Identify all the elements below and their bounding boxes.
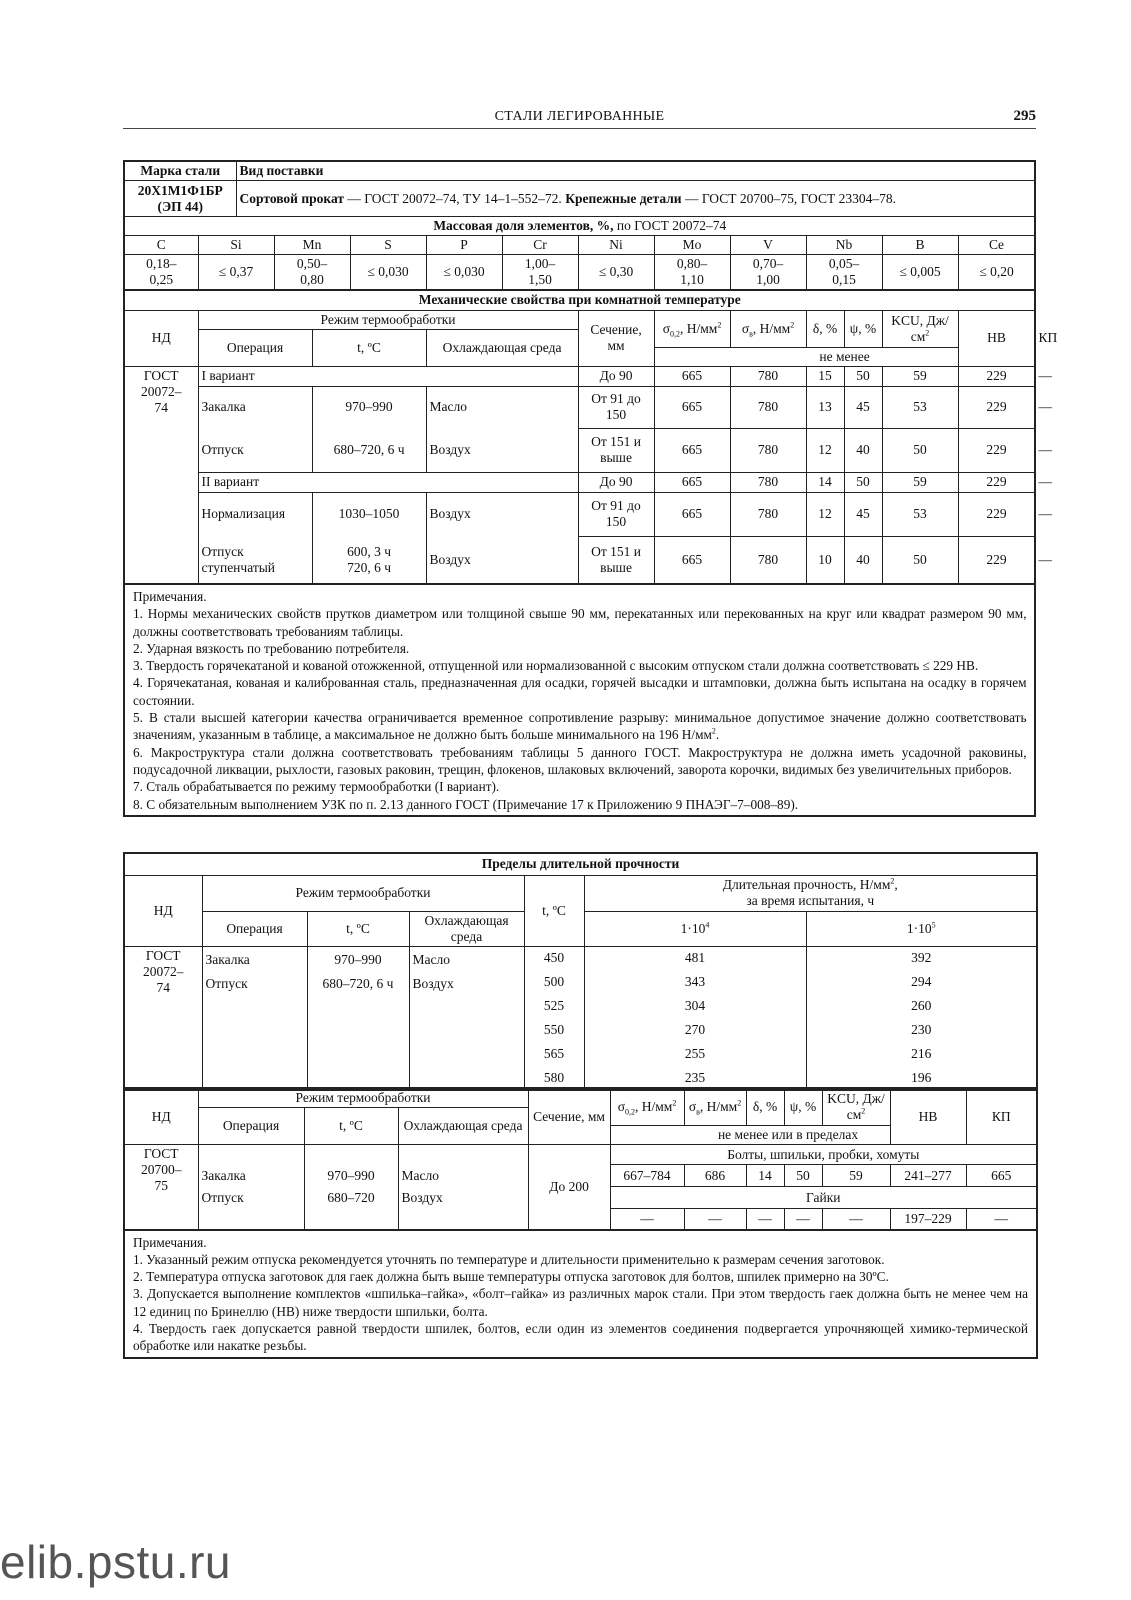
element-symbol: Mo bbox=[654, 236, 730, 255]
h-cooling: Охлаждающая среда bbox=[398, 1108, 528, 1145]
s02-value: 665 bbox=[654, 386, 730, 428]
sb-value: 780 bbox=[730, 366, 806, 386]
t-step-temper: 600, 3 ч 720, 6 ч bbox=[312, 536, 426, 584]
kcu-value: 59 bbox=[882, 366, 958, 386]
note-line: 2. Температура отпуска заготовок для гаек должна быть выше температуры отпуска заготовок для болтов, шпилек примерно на 30ºС. bbox=[133, 1269, 889, 1285]
psi-value: 40 bbox=[844, 428, 882, 472]
creep-table bbox=[123, 852, 1038, 1091]
h-s02: $\sigma_{0,2}$, $Н/мм^2$ bbox=[610, 1088, 684, 1126]
nut-value: 197–229 bbox=[890, 1209, 966, 1230]
supply-text: Сортовой прокат — ГОСТ 20072–74, ТУ 14–1–552–72. Крепежные детали — ГОСТ 20700–75, ГОСТ 23304–78. bbox=[236, 181, 1035, 217]
creep-1e4: 270 bbox=[584, 1018, 806, 1042]
element-value: 0,18– 0,25 bbox=[124, 255, 198, 291]
grade-label: Марка стали bbox=[124, 161, 236, 181]
h-hb: HB bbox=[958, 310, 1035, 366]
h-nd: НД bbox=[124, 1088, 198, 1145]
hb-value: 229 bbox=[958, 428, 1035, 472]
table-row bbox=[124, 181, 1035, 217]
t-normalize: 1030–1050 bbox=[312, 492, 426, 536]
note-line: 6. Макроструктура стали должна соответствовать требованиям таблицы 5 данного ГОСТ. Макроструктура не должна иметь усадочной раковины, подусадочной ликвации, рыхлости, газовых раковин, трещин, флокенов, шлаковых включений, заворота корочки, видимых без увеличительных приборов. bbox=[133, 744, 1027, 777]
psi-value: 45 bbox=[844, 492, 882, 536]
table-row bbox=[124, 217, 1035, 236]
bolt-value: 686 bbox=[684, 1165, 746, 1187]
h-mode: Режим термообработки bbox=[202, 875, 524, 911]
h-temp: t, ºC bbox=[524, 875, 584, 946]
nut-value: — bbox=[822, 1209, 890, 1230]
note-line: 4. Твердость гаек допускается равной твердости шпилек, болтов, если один из элементов соединения подвергается упрочняющей химико-термической обработке или накатке резьбы. bbox=[133, 1320, 1029, 1354]
nut-value: — bbox=[966, 1209, 1037, 1230]
h-hb: HB bbox=[890, 1088, 966, 1145]
delta-value: 13 bbox=[806, 386, 844, 428]
table-row bbox=[124, 1230, 1037, 1358]
note-line: 4. Горячекатаная, кованая и калиброванная сталь, предназначенная для осадки, горячей высадки и штамповки, должна быть испытана на осадку в горячем состоянии. bbox=[133, 675, 1027, 708]
variant-1: I вариант bbox=[198, 366, 578, 386]
creep-1e5: 216 bbox=[806, 1042, 1037, 1066]
creep-1e4: 304 bbox=[584, 994, 806, 1018]
bolt-value: 241–277 bbox=[890, 1165, 966, 1187]
element-symbol: C bbox=[124, 236, 198, 255]
note-line: Примечания. bbox=[133, 589, 207, 604]
page-header bbox=[123, 106, 1036, 129]
creep-1e5: 294 bbox=[806, 970, 1037, 994]
sb-value: 780 bbox=[730, 428, 806, 472]
element-symbol: V bbox=[730, 236, 806, 255]
creep-temp: 550 bbox=[524, 1018, 584, 1042]
h-operation: Операция bbox=[198, 329, 312, 366]
nd-gost: ГОСТ 20700– 75 bbox=[124, 1145, 198, 1230]
s02-value: 665 bbox=[654, 536, 730, 584]
composition-title: Массовая доля элементов, %, по ГОСТ 20072–74 bbox=[124, 217, 1035, 236]
note-line: 5. В стали высшей категории качества ограничивается временное сопротивление разрыву: минимальное допустимое значение должно соответствовать значениям, указанным в таблице, а максимальное не должно быть больше минимального на 196 $Н/мм^2$. bbox=[133, 710, 1027, 743]
creep-1e4: 343 bbox=[584, 970, 806, 994]
table-row bbox=[124, 946, 1037, 970]
note-line: 3. Допускается выполнение комплектов «шпилька–гайка», «болт–гайка» из различных марок стали. При этом твердость гаек должна быть не менее чем на 12 единиц по Бринеллю (HB) ниже твердости шпильки, болта. bbox=[133, 1286, 1029, 1319]
h-t: t, ºC bbox=[304, 1108, 398, 1145]
h-nd: НД bbox=[124, 875, 202, 946]
element-value: ≤ 0,030 bbox=[426, 255, 502, 291]
h-1e4: $1\cdot 10^4$ bbox=[584, 911, 806, 946]
h-mode: Режим термообработки bbox=[198, 1088, 528, 1108]
mech-title: Механические свойства при комнатной температуре bbox=[124, 290, 1035, 310]
section-value: От 151 и выше bbox=[578, 536, 654, 584]
h-section: Сечение, мм bbox=[528, 1088, 610, 1145]
note-line: 1. Нормы механических свойств прутков диаметром или толщиной свыше 90 мм, перекатанных или перекованных на круг или квадрат размером 90 мм, должны соответствовать требованиям таблицы. bbox=[133, 606, 1027, 639]
creep-operation: Закалка Отпуск bbox=[202, 946, 307, 1090]
table-row bbox=[124, 236, 1035, 255]
note-line: 2. Ударная вязкость по требованию потребителя. bbox=[133, 640, 410, 656]
table-row bbox=[124, 853, 1037, 875]
bolt-value: 665 bbox=[966, 1165, 1037, 1187]
element-value: 0,80– 1,10 bbox=[654, 255, 730, 291]
h-1e5: $1\cdot 10^5$ bbox=[806, 911, 1037, 946]
note-line: 7. Сталь обрабатывается по режиму термообработки (I вариант). bbox=[133, 779, 500, 795]
table-row bbox=[124, 875, 1037, 911]
h-operation: Операция bbox=[202, 911, 307, 946]
delta-value: 14 bbox=[806, 472, 844, 492]
hb-value: 229 bbox=[958, 492, 1035, 536]
element-value: 0,50– 0,80 bbox=[274, 255, 350, 291]
psi-value: 45 bbox=[844, 386, 882, 428]
element-symbol: Mn bbox=[274, 236, 350, 255]
element-symbol: Ce bbox=[958, 236, 1035, 255]
cool-quench: Масло bbox=[426, 386, 578, 428]
op-temper: Отпуск bbox=[198, 428, 312, 472]
table-row bbox=[124, 1088, 1037, 1108]
section-value: От 91 до 150 bbox=[578, 386, 654, 428]
hb-value: 229 bbox=[958, 536, 1035, 584]
section-value: До 90 bbox=[578, 472, 654, 492]
nut-value: — bbox=[746, 1209, 784, 1230]
creep-1e4: 235 bbox=[584, 1066, 806, 1090]
hb-value: 229 bbox=[958, 386, 1035, 428]
h-kp: КП bbox=[966, 1088, 1037, 1145]
h-temp: t, ºC bbox=[312, 329, 426, 366]
section-value: От 91 до 150 bbox=[578, 492, 654, 536]
kcu-value: 50 bbox=[882, 428, 958, 472]
creep-1e5: 260 bbox=[806, 994, 1037, 1018]
nd-gost: ГОСТ 20072– 74 bbox=[124, 366, 198, 584]
h-kcu: KCU, $Дж/см^2$ bbox=[822, 1088, 890, 1126]
note-line: 1. Указанный режим отпуска рекомендуется уточнять по температуре и длительности применительно к размерам сечения заготовок. bbox=[133, 1251, 885, 1267]
creep-temp: 500 bbox=[524, 970, 584, 994]
op-step-temper: Отпуск ступенчатый bbox=[198, 536, 312, 584]
delta-value: 12 bbox=[806, 492, 844, 536]
h-t: t, ºC bbox=[307, 911, 409, 946]
h-nd: НД bbox=[124, 310, 198, 366]
table-row bbox=[124, 255, 1035, 291]
psi-value: 50 bbox=[844, 472, 882, 492]
note-line: 3. Твердость горячекатаной и кованой отожженной, отпущенной или нормализованной с высоким отпуском стали должна соответствовать ≤ 229 HB. bbox=[133, 658, 979, 674]
h-psi: ψ, % bbox=[784, 1088, 822, 1126]
kcu-value: 53 bbox=[882, 386, 958, 428]
table-row bbox=[124, 1145, 1037, 1165]
fast-section: До 200 bbox=[528, 1145, 610, 1230]
element-value: ≤ 0,37 bbox=[198, 255, 274, 291]
table-row: Нормализация 1030–1050 Воздух От 91 до 150 665 780 12 45 53 229 — bbox=[124, 492, 1035, 536]
h-operation: Операция bbox=[198, 1108, 304, 1145]
creep-1e5: 392 bbox=[806, 946, 1037, 970]
element-value: ≤ 0,30 bbox=[578, 255, 654, 291]
fast-operation: Закалка Отпуск bbox=[198, 1145, 304, 1230]
sb-value: 780 bbox=[730, 472, 806, 492]
table-row: Отпуск 680–720, 6 ч Воздух От 151 и выше 665 780 12 40 50 229 — bbox=[124, 428, 1035, 472]
creep-temp: 525 bbox=[524, 994, 584, 1018]
nut-value: — bbox=[784, 1209, 822, 1230]
element-value: ≤ 0,030 bbox=[350, 255, 426, 291]
element-value: 0,70– 1,00 bbox=[730, 255, 806, 291]
kcu-value: 53 bbox=[882, 492, 958, 536]
element-value: ≤ 0,005 bbox=[882, 255, 958, 291]
cool-step-temper: Воздух bbox=[426, 536, 578, 584]
table-row bbox=[124, 584, 1035, 816]
h-strength: Длительная прочность, $Н/мм^2$, за время испытания, ч bbox=[584, 875, 1037, 911]
steel-table bbox=[123, 160, 1058, 817]
creep-t: 970–990 680–720, 6 ч bbox=[307, 946, 409, 1090]
h-sb: $\sigma_в$, $Н/мм^2$ bbox=[684, 1088, 746, 1126]
element-symbol: Nb bbox=[806, 236, 882, 255]
table-row: ГОСТ 20072– 74 I вариант До 90 665 780 15 50 59 229 — bbox=[124, 366, 1035, 386]
kcu-value: 50 bbox=[882, 536, 958, 584]
nut-value: — bbox=[610, 1209, 684, 1230]
delta-value: 10 bbox=[806, 536, 844, 584]
bolt-value: 50 bbox=[784, 1165, 822, 1187]
creep-1e4: 481 bbox=[584, 946, 806, 970]
section-value: От 151 и выше bbox=[578, 428, 654, 472]
note-line: 8. С обязательным выполнением УЗК по п. 2.13 данного ГОСТ (Примечание 17 к Приложению 9 ПНАЭГ–7–008–89). bbox=[133, 796, 799, 812]
element-value: 1,00– 1,50 bbox=[502, 255, 578, 291]
h-sb: $\sigma_в$, $Н/мм^2$ bbox=[730, 310, 806, 347]
t-quench: 970–990 bbox=[312, 386, 426, 428]
hb-value: 229 bbox=[958, 366, 1035, 386]
h-cooling: Охлаждающая среда bbox=[426, 329, 578, 366]
fast-t: 970–990 680–720 bbox=[304, 1145, 398, 1230]
variant-2: II вариант bbox=[198, 472, 578, 492]
notes-2 bbox=[124, 1230, 1037, 1358]
table-row bbox=[124, 290, 1035, 310]
fasteners-table bbox=[123, 1087, 1038, 1359]
s02-value: 665 bbox=[654, 366, 730, 386]
h-delta: δ, % bbox=[806, 310, 844, 347]
h-not-less-or-range: не менее или в пределах bbox=[610, 1126, 966, 1145]
element-symbol: B bbox=[882, 236, 958, 255]
watermark: elib.pstu.ru bbox=[0, 1536, 232, 1588]
creep-temp: 580 bbox=[524, 1066, 584, 1090]
grade-name: 20Х1М1Ф1БР (ЭП 44) bbox=[124, 181, 236, 217]
sb-value: 780 bbox=[730, 492, 806, 536]
h-psi: ψ, % bbox=[844, 310, 882, 347]
h-cooling: Охлаждающая среда bbox=[409, 911, 524, 946]
cool-normalize: Воздух bbox=[426, 492, 578, 536]
sb-value: 780 bbox=[730, 536, 806, 584]
creep-cooling: Масло Воздух bbox=[409, 946, 524, 1090]
bolt-value: 59 bbox=[822, 1165, 890, 1187]
element-value: ≤ 0,20 bbox=[958, 255, 1035, 291]
cool-temper: Воздух bbox=[426, 428, 578, 472]
table-row bbox=[124, 161, 1035, 181]
hb-value: 229 bbox=[958, 472, 1035, 492]
page-number: 295 bbox=[1013, 108, 1036, 124]
s02-value: 665 bbox=[654, 472, 730, 492]
s02-value: 665 bbox=[654, 492, 730, 536]
creep-1e5: 196 bbox=[806, 1066, 1037, 1090]
creep-1e4: 255 bbox=[584, 1042, 806, 1066]
element-symbol: Cr bbox=[502, 236, 578, 255]
note-line: Примечания. bbox=[133, 1234, 207, 1250]
h-mode: Режим термообработки bbox=[198, 310, 578, 329]
h-not-less: не менее bbox=[654, 347, 1035, 366]
op-normalize: Нормализация bbox=[198, 492, 312, 536]
nd-gost: ГОСТ 20072– 74 bbox=[124, 946, 202, 1090]
creep-1e5: 230 bbox=[806, 1018, 1037, 1042]
h-delta: δ, % bbox=[746, 1088, 784, 1126]
nut-value: — bbox=[684, 1209, 746, 1230]
table-row: II вариант До 90 665 780 14 50 59 229 — bbox=[124, 472, 1035, 492]
creep-temp: 450 bbox=[524, 946, 584, 970]
sb-value: 780 bbox=[730, 386, 806, 428]
group-bolts: Болты, шпильки, пробки, хомуты bbox=[610, 1145, 1037, 1165]
kcu-value: 59 bbox=[882, 472, 958, 492]
h-kcu: KCU, $Дж/см^2$ bbox=[882, 310, 958, 347]
table-row: НД Режим термообработки Сечение, мм $\sigma_{0,2}$, $Н/мм^2$ $\sigma_в$, $Н/мм^2$ δ, % ψ, % KCU, $Дж/см^2$ HB КП bbox=[124, 310, 1035, 329]
group-nuts: Гайки bbox=[610, 1187, 1037, 1209]
h-s02: $\sigma_{0,2}$, $Н/мм^2$ bbox=[654, 310, 730, 347]
delta-value: 12 bbox=[806, 428, 844, 472]
creep-title: Пределы длительной прочности bbox=[124, 853, 1037, 875]
element-symbol: P bbox=[426, 236, 502, 255]
bolt-value: 14 bbox=[746, 1165, 784, 1187]
element-symbol: Ni bbox=[578, 236, 654, 255]
psi-value: 40 bbox=[844, 536, 882, 584]
element-symbol: Si bbox=[198, 236, 274, 255]
notes-1 bbox=[124, 584, 1035, 816]
s02-value: 665 bbox=[654, 428, 730, 472]
delta-value: 15 bbox=[806, 366, 844, 386]
table-row: Закалка 970–990 Масло От 91 до 150 665 780 13 45 53 229 — bbox=[124, 386, 1035, 428]
h-section: Сечение, мм bbox=[578, 310, 654, 366]
running-title: СТАЛИ ЛЕГИРОВАННЫЕ bbox=[494, 109, 665, 124]
psi-value: 50 bbox=[844, 366, 882, 386]
table-row: Отпуск ступенчатый 600, 3 ч 720, 6 ч Воздух От 151 и выше 665 780 10 40 50 229 — bbox=[124, 536, 1035, 584]
t-temper: 680–720, 6 ч bbox=[312, 428, 426, 472]
element-value: 0,05– 0,15 bbox=[806, 255, 882, 291]
creep-temp: 565 bbox=[524, 1042, 584, 1066]
section-value: До 90 bbox=[578, 366, 654, 386]
element-symbol: S bbox=[350, 236, 426, 255]
supply-label: Вид поставки bbox=[236, 161, 1035, 181]
bolt-value: 667–784 bbox=[610, 1165, 684, 1187]
fast-cooling: Масло Воздух bbox=[398, 1145, 528, 1230]
op-quench: Закалка bbox=[198, 386, 312, 428]
